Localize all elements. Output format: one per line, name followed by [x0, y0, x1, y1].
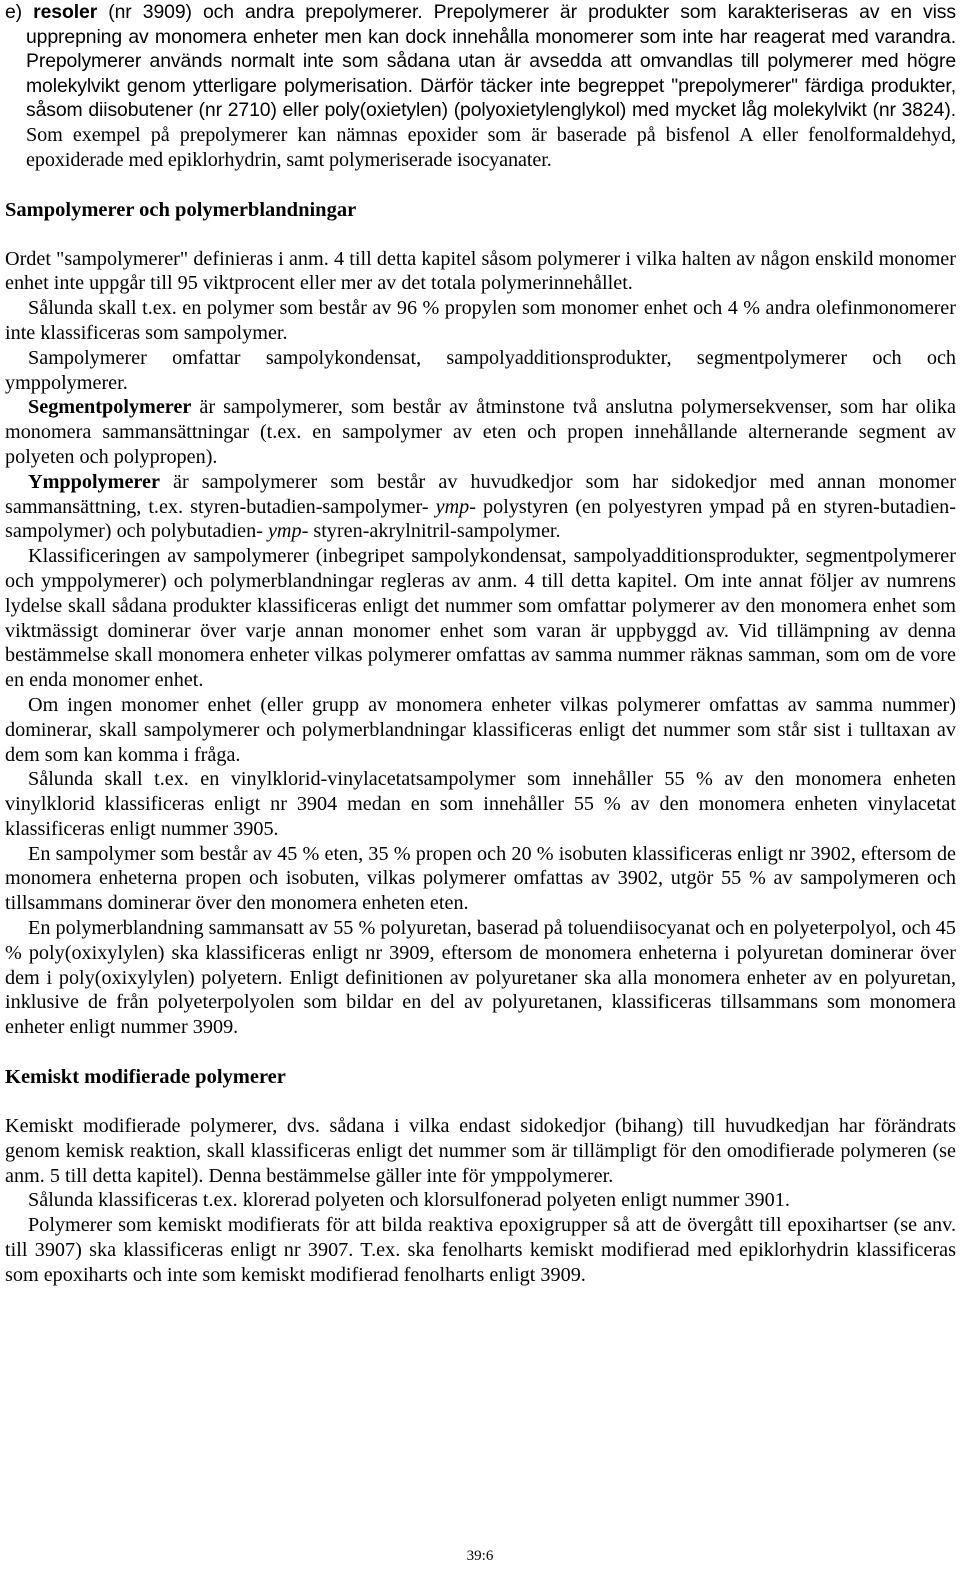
paragraph: [5, 544, 956, 693]
paragraph: En polymerblandning sammansatt av 55 % polyuretan, baserad på toluendiisocyanat och en polyeterpolyol, och 45 % poly(oxixylylen) ska klassificeras enligt nr 3909, eftersom de monomera enheterna i polyuretan dominerar över dem i poly(oxixylylen) polyetern. Enligt definitionen av polyuretaner ska alla monomera enheter av en polyuretan, inklusive de från polyeterpolyolen som bildar en del av polyuretanen, klassificeras tillsammans som monomera enheter enligt nummer 3909.: [5, 917, 956, 1039]
paragraph: [5, 395, 956, 469]
italic-term: ymp-: [435, 495, 476, 518]
paragraph: Polymerer som kemiskt modifierats för att bilda reaktiva epoxigrupper så att de övergått till epoxihartser (se anv. till 3907) ska klassificeras enligt nr 3907. T.ex. ska fenolharts kemiskt modifierad med epiklorhydrin klassificeras som epoxiharts och inte som kemiskt modifierad fenolharts enligt 3909.: [5, 1214, 956, 1286]
paragraph-text: Klassificeringen av sampolymerer (inbegripet sampolykondensat, sampolyadditionsprodukter, segmentpolymerer och ymppolymerer) och polymerblandningar regleras av anm. 4 till detta kapitel.: [5, 545, 956, 592]
paragraph: Ordet "sampolymerer" definieras i anm. 4 till detta kapitel såsom polymerer i vilka halten av någon enskild monomer enhet inte uppgår till 95 viktprocent eller mer av det totala polymerinnehållet.: [5, 247, 956, 295]
term-segmentpolymerer: Segmentpolymerer: [28, 396, 192, 419]
paragraph: Kemiskt modifierade polymerer, dvs. sådana i vilka endast sidokedjor (bihang) till huvudkedjan har förändrats genom kemisk reaktion, skall klassificeras enligt det nummer som är tillämpligt för den omodifierade polymeren (se anm. 5 till detta kapitel). Denna bestämmelse gäller inte för ymppolymerer.: [5, 1115, 956, 1187]
paragraph: Sålunda skall t.ex. en vinylklorid-vinylacetatsampolymer som innehåller 55 % av den monomera enheten vinylklorid klassificeras enligt nr 3904 medan en som innehåller 55 % av den monomera enheten vinylacetat klassificeras enligt nummer 3905.: [5, 768, 956, 840]
paragraph: En sampolymer som består av 45 % eten, 35 % propen och 20 % isobuten klassificeras enligt nr 3902, eftersom de monomera enheterna propen och isobuten, vilkas polymerer omfattas av 3902, utgör 55 % av sampolymeren och tillsammans dominerar över den monomera enheten eten.: [5, 842, 956, 915]
paragraph: Om ingen monomer enhet (eller grupp av monomera enheter vilkas polymerer omfattas av samma nummer) dominerar, skall sampolymerer och polymerblandningar klassificeras enligt det nummer som står sist i tulltaxan av dem som kan komma i fråga.: [5, 693, 956, 766]
list-item-e: [5, 0, 956, 173]
paragraph: Sampolymerer omfattar sampolykondensat, sampolyadditionsprodukter, segmentpolymerer och och ymppolymerer.: [5, 346, 956, 394]
list-marker: e): [5, 1, 23, 23]
paragraph-text: polystyren (en polyestyren ympad på en styren-butadien-sampolymer) och polybutadien-: [5, 495, 956, 543]
paragraph-text: Om inte annat följer av numrens lydelse skall sådana produkter klassificeras enligt det nummer som omfattar polymerer av den monomera enhet som viktmässigt dominerar över varje annan monomer enhet som varan är uppbyggd av. Vid tillämpning av denna bestämmelse skall monomera enheter vilkas polymerer omfattas av samma nummer räknas samman, som om de vore en enda monomer enhet.: [5, 569, 957, 692]
paragraph-text: styren-akrylnitril-sampolymer.: [308, 520, 561, 543]
paragraph-text: är sampolymerer, som består av åtminstone två anslutna polymersekvenser, som har olika monomera sammansättningar (t.ex. en sampolymer av eten och propen innehållande alternerande segment av polyeten och polypropen).: [5, 396, 956, 468]
item-text-2: Som exempel på prepolymerer kan nämnas epoxider som är baserade på bisfenol A eller fenolformaldehyd, epoxiderade med epiklorhydrin, samt polymeriserade isocyanater.: [26, 123, 956, 171]
section-heading-sampolymerer: Sampolymerer och polymerblandningar: [5, 198, 357, 221]
section-heading-kemiskt-modifierade: Kemiskt modifierade polymerer: [5, 1066, 286, 1089]
item-term: resoler: [33, 1, 98, 23]
paragraph: Sålunda skall t.ex. en polymer som består av 96 % propylen som monomer enhet och 4 % andra olefinmonomerer inte klassificeras som sampolymer.: [5, 297, 956, 344]
page-number: 39:6: [466, 1548, 494, 1564]
paragraph-text: är sampolymerer som består av huvudkedjor som har sidokedjor med annan monomer sammansättning, t.ex. styren-butadien-sampolymer-: [5, 470, 956, 518]
item-text-1: (nr 3909) och andra prepolymerer. Prepolymerer är produkter som karakteriseras av en viss upprepning av monomera enheter men kan dock innehålla monomerer som inte har reagerat med varandra. Prepolymerer används normalt inte som sådana utan är avsedda att omvandlas till polymerer med högre molekylvikt genom ytterligare polymerisation. Därför täcker inte begreppet "prepolymerer" färdiga produkter, såsom diisobutener (nr 2710) eller poly(oxietylen) (polyoxietylenglykol) med mycket låg molekylvikt (nr 3824).: [26, 1, 956, 122]
paragraph: Sålunda klassificeras t.ex. klorerad polyeten och klorsulfonerad polyeten enligt nummer 3901.: [28, 1189, 790, 1212]
term-ymppolymerer: Ymppolymerer: [28, 470, 160, 493]
paragraph: [5, 470, 956, 544]
italic-term: ymp-: [267, 520, 309, 543]
